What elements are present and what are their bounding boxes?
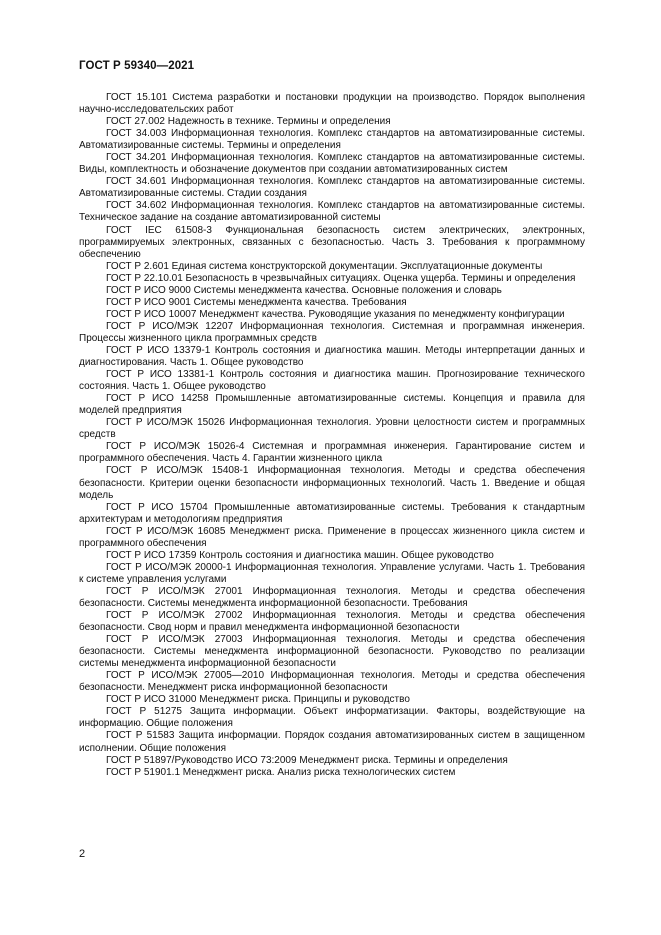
normative-references-list <box>79 92 585 779</box>
reference-item: ГОСТ Р 51897/Руководство ИСО 73:2009 Менеджмент риска. Термины и определения <box>106 754 508 766</box>
reference-item: ГОСТ IEC 61508-3 Функциональная безопасность систем электрических, электронных, программируемых электронных, связанных с безопасностью. Часть 3. Требования к программному обеспечению <box>79 224 585 260</box>
reference-item: ГОСТ Р 51901.1 Менеджмент риска. Анализ риска технологических систем <box>106 766 456 778</box>
reference-item: ГОСТ Р ИСО/МЭК 27001 Информационная технология. Методы и средства обеспечения безопасности. Системы менеджмента информационной безопасности. Требования <box>79 585 585 609</box>
reference-item: ГОСТ Р ИСО/МЭК 27003 Информационная технология. Методы и средства обеспечения безопасности. Системы менеджмента информационной безопасности. Руководство по реализации системы менеджмента информационной безопасности <box>79 634 585 670</box>
reference-item: ГОСТ Р ИСО/МЭК 16085 Менеджмент риска. Применение в процессах жизненного цикла систем и программного обеспечения <box>79 525 585 549</box>
reference-item: ГОСТ Р ИСО 9000 Системы менеджмента качества. Основные положения и словарь <box>106 284 502 296</box>
reference-item: ГОСТ Р ИСО/МЭК 12207 Информационная технология. Системная и программная инженерия. Процессы жизненного цикла программных средств <box>79 320 585 344</box>
reference-item: ГОСТ Р ИСО 17359 Контроль состояния и диагностика машин. Общее руководство <box>106 549 494 561</box>
reference-item: ГОСТ 15.101 Система разработки и постановки продукции на производство. Порядок выполнения научно-исследовательских работ <box>79 92 585 116</box>
reference-item: ГОСТ Р ИСО/МЭК 27002 Информационная технология. Методы и средства обеспечения безопасности. Свод норм и правил менеджмента информационной безопасности <box>79 610 585 634</box>
reference-item: ГОСТ Р 22.10.01 Безопасность в чрезвычайных ситуациях. Оценка ущерба. Термины и определения <box>106 272 576 284</box>
reference-item: ГОСТ Р ИСО 14258 Промышленные автоматизированные системы. Концепция и правила для моделей предприятия <box>79 393 585 417</box>
reference-item: ГОСТ Р ИСО 13379-1 Контроль состояния и диагностика машин. Методы интерпретации данных и диагностирования. Часть 1. Общее руководство <box>79 344 585 369</box>
reference-item: ГОСТ 34.003 Информационная технология. Комплекс стандартов на автоматизированные системы. Автоматизированные системы. Термины и определения <box>79 128 585 152</box>
reference-item: ГОСТ Р ИСО 13381-1 Контроль состояния и диагностика машин. Прогнозирование технического состояния. Часть 1. Общее руководство <box>79 369 585 393</box>
reference-item: ГОСТ Р 51275 Защита информации. Объект информатизации. Факторы, воздействующие на информацию. Общие положения <box>79 706 585 730</box>
reference-item: ГОСТ 27.002 Надежность в технике. Термины и определения <box>106 116 391 128</box>
reference-item: ГОСТ Р 2.601 Единая система конструкторской документации. Эксплуатационные документы <box>106 260 543 272</box>
reference-item: ГОСТ Р ИСО/МЭК 27005—2010 Информационная технология. Методы и средства обеспечения безопасности. Менеджмент риска информационной безопасности <box>79 670 585 694</box>
reference-item: ГОСТ 34.602 Информационная технология. Комплекс стандартов на автоматизированные системы. Техническое задание на создание автоматизированной системы <box>79 200 585 224</box>
reference-item: ГОСТ 34.601 Информационная технология. Комплекс стандартов на автоматизированные системы. Автоматизированные системы. Стадии создания <box>79 176 585 200</box>
reference-item: ГОСТ Р ИСО 31000 Менеджмент риска. Принципы и руководство <box>106 694 410 706</box>
reference-item: ГОСТ Р ИСО/МЭК 15026-4 Системная и программная инженерия. Гарантирование систем и программного обеспечения. Часть 4. Гарантии жизненного цикла <box>79 441 585 465</box>
document-header: ГОСТ Р 59340—2021 <box>79 60 195 72</box>
reference-item: ГОСТ Р ИСО/МЭК 20000-1 Информационная технология. Управление услугами. Часть 1. Требования к системе управления услугами <box>79 561 585 585</box>
reference-item: ГОСТ Р ИСО/МЭК 15408-1 Информационная технология. Методы и средства обеспечения безопасности. Критерии оценки безопасности информационных технологий. Часть 1. Введение и общая модель <box>79 465 585 501</box>
reference-item: ГОСТ Р 51583 Защита информации. Порядок создания автоматизированных систем в защищенном исполнении. Общие положения <box>79 730 585 754</box>
page-number: 2 <box>79 848 86 860</box>
reference-item: ГОСТ 34.201 Информационная технология. Комплекс стандартов на автоматизированные системы. Виды, комплектность и обозначение документов при создании автоматизированных систем <box>79 152 585 176</box>
reference-item: ГОСТ Р ИСО 10007 Менеджмент качества. Руководящие указания по менеджменту конфигурации <box>106 308 565 320</box>
reference-item: ГОСТ Р ИСО/МЭК 15026 Информационная технология. Уровни целостности систем и программных средств <box>79 417 585 441</box>
reference-item: ГОСТ Р ИСО 15704 Промышленные автоматизированные системы. Требования к стандартным архитектурам и методологиям предприятия <box>79 501 585 525</box>
reference-item: ГОСТ Р ИСО 9001 Системы менеджмента качества. Требования <box>106 296 407 308</box>
